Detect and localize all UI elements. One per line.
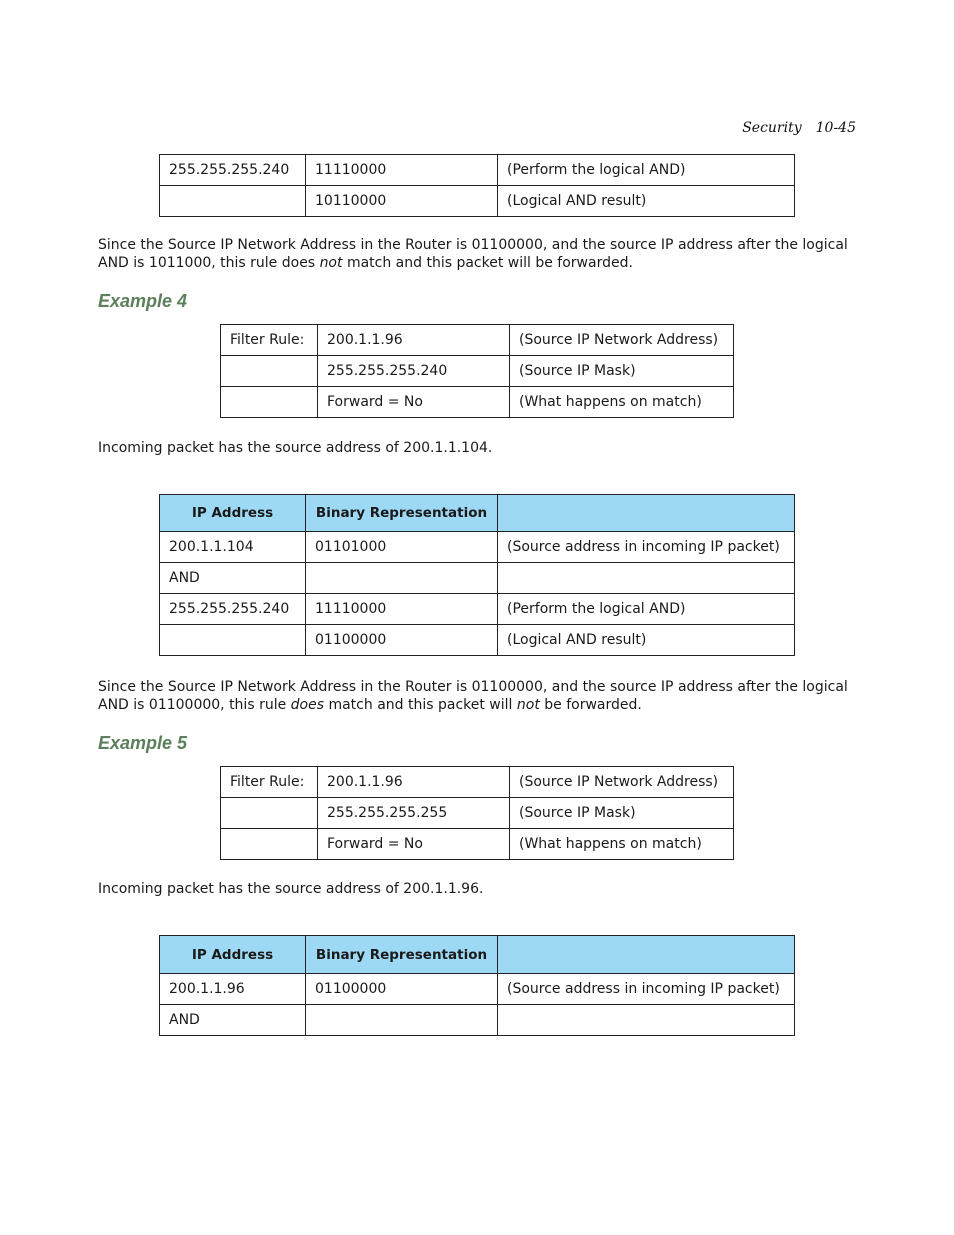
- table-header-row: [160, 936, 795, 974]
- table-cell: (Logical AND result): [498, 625, 795, 656]
- header-page-number: 10-45: [815, 120, 856, 136]
- table-cell: Forward = No: [318, 387, 510, 418]
- table-cell: [221, 356, 318, 387]
- page-header: [742, 120, 856, 136]
- example-5-incoming: Incoming packet has the source address of 200.1.1.96.: [98, 881, 484, 897]
- table-cell: [221, 798, 318, 829]
- table-cell: 11110000: [306, 594, 498, 625]
- table-cell: [306, 1005, 498, 1036]
- table-row: [160, 155, 795, 186]
- table-cell: 255.255.255.255: [318, 798, 510, 829]
- table-cell: [160, 625, 306, 656]
- table-row: [160, 186, 795, 217]
- table-cell: (Source IP Mask): [510, 356, 734, 387]
- example-4-result-paragraph: [98, 678, 858, 714]
- table-cell: 255.255.255.240: [318, 356, 510, 387]
- table-cell: AND: [160, 1005, 306, 1036]
- header-section: Security: [742, 120, 802, 136]
- table-cell: (What happens on match): [510, 387, 734, 418]
- table-cell: 11110000: [306, 155, 498, 186]
- table-row: [160, 974, 795, 1005]
- paragraph-text: Since the Source IP Network Address in the Router is 01100000, and the source IP address after the logical AND is 01100000, this rule: [98, 679, 848, 713]
- table-cell: (Source IP Network Address): [510, 325, 734, 356]
- table-cell: [306, 563, 498, 594]
- column-header-blank: [498, 936, 795, 974]
- table-cell: AND: [160, 563, 306, 594]
- example-4-heading: Example 4: [98, 291, 188, 311]
- paragraph-emphasis: does: [290, 697, 325, 713]
- table-row: [160, 563, 795, 594]
- example-5-binary-table: [159, 935, 795, 1036]
- example-5-heading: Example 5: [98, 733, 188, 753]
- table-cell: (Source IP Mask): [510, 798, 734, 829]
- column-header-blank: [498, 495, 795, 532]
- example-4-incoming: Incoming packet has the source address of 200.1.1.104.: [98, 440, 493, 456]
- table-row: [221, 767, 734, 798]
- table-cell: 01100000: [306, 974, 498, 1005]
- column-header-ip-address: IP Address: [160, 936, 306, 974]
- example-4-binary-table: [159, 494, 795, 656]
- paragraph-text: be forwarded.: [539, 697, 642, 713]
- table-row: [221, 356, 734, 387]
- paragraph-text: Since the Source IP Network Address in the Router is 01100000, and the source IP address after the logical AND is 1011000, this rule does: [98, 237, 848, 271]
- table-cell: Forward = No: [318, 829, 510, 860]
- table-cell: (Source address in incoming IP packet): [498, 974, 795, 1005]
- paragraph-text: match and this packet will: [324, 697, 517, 713]
- paragraph-text: match and this packet will be forwarded.: [342, 255, 633, 271]
- paragraph-emphasis: not: [319, 255, 343, 271]
- column-header-binary: Binary Representation: [306, 495, 498, 532]
- table-row: [221, 325, 734, 356]
- table-cell: Filter Rule:: [221, 767, 318, 798]
- table-cell: 200.1.1.104: [160, 532, 306, 563]
- table-row: [160, 532, 795, 563]
- table-cell: (Source address in incoming IP packet): [498, 532, 795, 563]
- table-cell: 255.255.255.240: [160, 155, 306, 186]
- example-5-filter-table: [220, 766, 734, 860]
- paragraph-result-3: [98, 236, 858, 272]
- table-cell: 01100000: [306, 625, 498, 656]
- table-cell: 01101000: [306, 532, 498, 563]
- table-cell: 200.1.1.96: [318, 325, 510, 356]
- table-row: [160, 1005, 795, 1036]
- table-cell: Filter Rule:: [221, 325, 318, 356]
- table-cell: 200.1.1.96: [318, 767, 510, 798]
- table-cell: 255.255.255.240: [160, 594, 306, 625]
- table-cell: 10110000: [306, 186, 498, 217]
- table-cell: (Source IP Network Address): [510, 767, 734, 798]
- table-cell: [498, 1005, 795, 1036]
- column-header-ip-address: IP Address: [160, 495, 306, 532]
- table-cell: [221, 387, 318, 418]
- table-header-row: [160, 495, 795, 532]
- paragraph-emphasis: not: [516, 697, 540, 713]
- table-continued: [159, 154, 795, 217]
- table-cell: (What happens on match): [510, 829, 734, 860]
- table-row: [160, 625, 795, 656]
- table-cell: [160, 186, 306, 217]
- table-cell: [221, 829, 318, 860]
- table-cell: 200.1.1.96: [160, 974, 306, 1005]
- column-header-binary: Binary Representation: [306, 936, 498, 974]
- table-cell: (Logical AND result): [498, 186, 795, 217]
- table-cell: (Perform the logical AND): [498, 594, 795, 625]
- example-4-filter-table: [220, 324, 734, 418]
- table-cell: (Perform the logical AND): [498, 155, 795, 186]
- table-row: [221, 798, 734, 829]
- table-row: [221, 829, 734, 860]
- table-row: [221, 387, 734, 418]
- table-cell: [498, 563, 795, 594]
- table-row: [160, 594, 795, 625]
